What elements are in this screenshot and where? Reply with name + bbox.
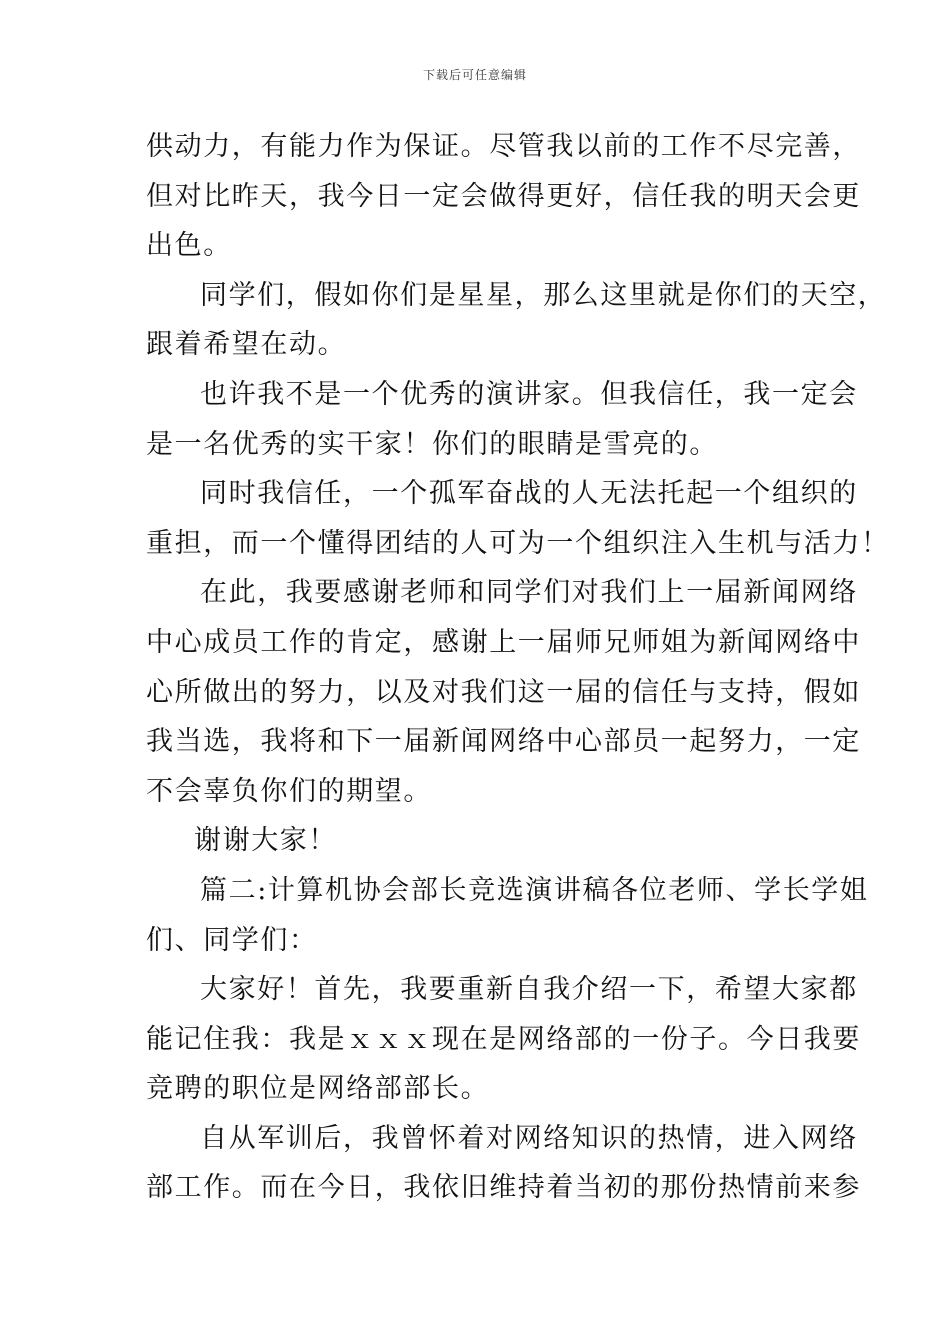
text-line: 跟着希望在动。: [146, 329, 347, 361]
closing-line: 谢谢大家！: [194, 825, 337, 857]
paragraph-start-line: 大家好！首先，我要重新自我介绍一下，希望大家都: [200, 974, 858, 1006]
page-header: 下载后可任意编辑: [422, 68, 527, 82]
paragraph-start-line: 同学们，假如你们是星星，那么这里就是你们的天空，: [200, 279, 887, 311]
text-line: 但对比昨天，我今日一定会做得更好，信任我的明天会更: [146, 180, 861, 212]
text-line: 是一名优秀的实干家！你们的眼睛是雪亮的。: [146, 428, 718, 460]
text-line: 重担，而一个懂得团结的人可为一个组织注入生机与活力！: [146, 527, 890, 559]
text-line: 心所做出的努力，以及对我们这一届的信任与支持，假如: [146, 676, 861, 708]
text-line: 能记住我：我是ｘｘｘ现在是网络部的一份子。今日我要: [146, 1023, 861, 1055]
text-line: 竞聘的职位是网络部部长。: [146, 1073, 490, 1105]
text-line: 部工作。而在今日，我依旧维持着当初的那份热情前来参: [146, 1172, 861, 1204]
text-line: 不会辜负你们的期望。: [146, 775, 432, 807]
text-line: 出色。: [146, 230, 232, 262]
paragraph-start-line: 自从军训后，我曾怀着对网络知识的热情，进入网络: [200, 1122, 858, 1154]
paragraph-start-line: 同时我信任，一个孤军奋战的人无法托起一个组织的: [200, 478, 858, 510]
section-heading-line: 篇二:计算机协会部长竞选演讲稿各位老师、学长学姐: [200, 874, 869, 906]
paragraph-start-line: 也许我不是一个优秀的演讲家。但我信任，我一定会: [200, 378, 858, 410]
text-line: 我当选，我将和下一届新闻网络中心部员一起努力，一定: [146, 726, 861, 758]
text-line: 中心成员工作的肯定，感谢上一届师兄师姐为新闻网络中: [146, 626, 861, 658]
text-line: 们、同学们：: [146, 924, 318, 956]
paragraph-start-line: 在此，我要感谢老师和同学们对我们上一届新闻网络: [200, 577, 858, 609]
text-line: 供动力，有能力作为保证。尽管我以前的工作不尽完善，: [146, 131, 861, 162]
document-body: [146, 122, 890, 1213]
